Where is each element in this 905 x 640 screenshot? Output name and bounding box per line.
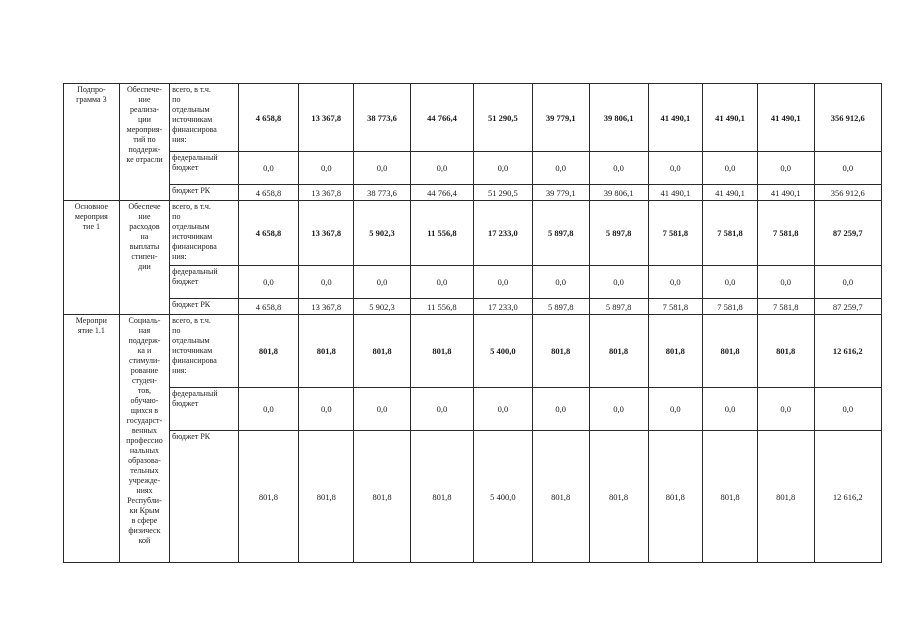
amount-cell: 801,8 xyxy=(410,431,473,563)
amount-cell: 0,0 xyxy=(238,266,299,299)
funding-source-label: бюджет РК xyxy=(170,185,238,201)
program-name-cell: Подпро- грамма 3 xyxy=(64,84,120,201)
amount-cell: 41 490,1 xyxy=(757,185,814,201)
amount-cell: 51 290,5 xyxy=(473,185,532,201)
amount-cell: 13 367,8 xyxy=(299,84,354,152)
amount-cell: 801,8 xyxy=(299,431,354,563)
amount-cell: 0,0 xyxy=(814,388,881,431)
amount-cell: 0,0 xyxy=(238,388,299,431)
amount-cell: 801,8 xyxy=(238,315,299,388)
amount-cell: 51 290,5 xyxy=(473,84,532,152)
amount-cell: 41 490,1 xyxy=(703,84,758,152)
amount-cell: 0,0 xyxy=(703,388,758,431)
amount-cell: 5 897,8 xyxy=(589,299,648,315)
amount-cell: 5 902,3 xyxy=(354,299,411,315)
funding-source-label: всего, в т.ч. по отдельным источникам финансирова ния: xyxy=(170,315,238,388)
program-name-cell: Меропри ятие 1.1 xyxy=(64,315,120,563)
amount-cell: 44 766,4 xyxy=(410,84,473,152)
funding-source-label: бюджет РК xyxy=(170,431,238,563)
amount-cell: 7 581,8 xyxy=(648,201,703,266)
amount-cell: 0,0 xyxy=(299,388,354,431)
amount-cell: 0,0 xyxy=(589,152,648,185)
funding-source-label: федеральный бюджет xyxy=(170,388,238,431)
amount-cell: 4 658,8 xyxy=(238,185,299,201)
amount-cell: 17 233,0 xyxy=(473,299,532,315)
amount-cell: 87 259,7 xyxy=(814,299,881,315)
amount-cell: 0,0 xyxy=(238,152,299,185)
amount-cell: 38 773,6 xyxy=(354,84,411,152)
funding-source-label: федеральный бюджет xyxy=(170,266,238,299)
table-body xyxy=(64,84,882,563)
amount-cell: 0,0 xyxy=(757,266,814,299)
amount-cell: 87 259,7 xyxy=(814,201,881,266)
amount-cell: 0,0 xyxy=(703,152,758,185)
amount-cell: 801,8 xyxy=(703,315,758,388)
amount-cell: 7 581,8 xyxy=(648,299,703,315)
amount-cell: 13 367,8 xyxy=(299,185,354,201)
amount-cell: 0,0 xyxy=(354,266,411,299)
table-row xyxy=(64,266,882,299)
amount-cell: 4 658,8 xyxy=(238,201,299,266)
amount-cell: 0,0 xyxy=(473,266,532,299)
amount-cell: 4 658,8 xyxy=(238,299,299,315)
amount-cell: 0,0 xyxy=(648,266,703,299)
amount-cell: 4 658,8 xyxy=(238,84,299,152)
table-row xyxy=(64,201,882,266)
funding-source-label: бюджет РК xyxy=(170,299,238,315)
budget-table xyxy=(63,83,882,563)
amount-cell: 5 897,8 xyxy=(589,201,648,266)
amount-cell: 11 556,8 xyxy=(410,299,473,315)
amount-cell: 11 556,8 xyxy=(410,201,473,266)
amount-cell: 0,0 xyxy=(532,266,589,299)
amount-cell: 41 490,1 xyxy=(648,84,703,152)
amount-cell: 39 806,1 xyxy=(589,185,648,201)
amount-cell: 801,8 xyxy=(532,315,589,388)
amount-cell: 38 773,6 xyxy=(354,185,411,201)
amount-cell: 41 490,1 xyxy=(757,84,814,152)
amount-cell: 0,0 xyxy=(648,152,703,185)
amount-cell: 0,0 xyxy=(814,266,881,299)
amount-cell: 0,0 xyxy=(589,266,648,299)
funding-source-label: федеральный бюджет xyxy=(170,152,238,185)
amount-cell: 0,0 xyxy=(410,388,473,431)
table-row xyxy=(64,185,882,201)
amount-cell: 801,8 xyxy=(589,431,648,563)
amount-cell: 7 581,8 xyxy=(703,299,758,315)
amount-cell: 356 912,6 xyxy=(814,84,881,152)
amount-cell: 41 490,1 xyxy=(703,185,758,201)
amount-cell: 7 581,8 xyxy=(757,299,814,315)
funding-source-label: всего, в т.ч. по отдельным источникам финансирова ния: xyxy=(170,201,238,266)
amount-cell: 7 581,8 xyxy=(757,201,814,266)
amount-cell: 0,0 xyxy=(299,266,354,299)
program-description-cell: Обеспече- ние реализа- ции мероприя- тий по поддерж- ке отрасли xyxy=(119,84,169,201)
amount-cell: 0,0 xyxy=(703,266,758,299)
amount-cell: 39 779,1 xyxy=(532,185,589,201)
amount-cell: 12 616,2 xyxy=(814,431,881,563)
table-row xyxy=(64,315,882,388)
amount-cell: 801,8 xyxy=(299,315,354,388)
amount-cell: 801,8 xyxy=(703,431,758,563)
amount-cell: 0,0 xyxy=(532,388,589,431)
table-row xyxy=(64,431,882,563)
table-row xyxy=(64,84,882,152)
amount-cell: 0,0 xyxy=(410,152,473,185)
funding-source-label: всего, в т.ч. по отдельным источникам финансирова ния: xyxy=(170,84,238,152)
amount-cell: 801,8 xyxy=(757,315,814,388)
program-name-cell: Основное мероприя тие 1 xyxy=(64,201,120,315)
amount-cell: 0,0 xyxy=(299,152,354,185)
amount-cell: 801,8 xyxy=(410,315,473,388)
amount-cell: 356 912,6 xyxy=(814,185,881,201)
amount-cell: 801,8 xyxy=(354,315,411,388)
amount-cell: 39 779,1 xyxy=(532,84,589,152)
amount-cell: 5 902,3 xyxy=(354,201,411,266)
amount-cell: 0,0 xyxy=(473,388,532,431)
amount-cell: 17 233,0 xyxy=(473,201,532,266)
amount-cell: 0,0 xyxy=(473,152,532,185)
amount-cell: 13 367,8 xyxy=(299,299,354,315)
amount-cell: 0,0 xyxy=(532,152,589,185)
amount-cell: 5 897,8 xyxy=(532,201,589,266)
amount-cell: 801,8 xyxy=(648,315,703,388)
amount-cell: 41 490,1 xyxy=(648,185,703,201)
amount-cell: 801,8 xyxy=(238,431,299,563)
amount-cell: 801,8 xyxy=(532,431,589,563)
amount-cell: 0,0 xyxy=(354,152,411,185)
amount-cell: 0,0 xyxy=(589,388,648,431)
amount-cell: 801,8 xyxy=(589,315,648,388)
amount-cell: 5 897,8 xyxy=(532,299,589,315)
program-description-cell: Обеспече ние расходов на выплаты стипен- дии xyxy=(119,201,169,315)
table-row xyxy=(64,299,882,315)
amount-cell: 12 616,2 xyxy=(814,315,881,388)
amount-cell: 5 400,0 xyxy=(473,431,532,563)
table-row xyxy=(64,388,882,431)
amount-cell: 0,0 xyxy=(814,152,881,185)
amount-cell: 7 581,8 xyxy=(703,201,758,266)
amount-cell: 0,0 xyxy=(757,388,814,431)
amount-cell: 39 806,1 xyxy=(589,84,648,152)
amount-cell: 44 766,4 xyxy=(410,185,473,201)
program-description-cell: Социаль- ная поддерж- ка и стимули- рование студен- тов, обучаю- щихся в государст- венных профессио нальных образова- тельных учрежде- ниях Республи- ки Крым в сфере физическ кой xyxy=(119,315,169,563)
amount-cell: 801,8 xyxy=(648,431,703,563)
amount-cell: 801,8 xyxy=(354,431,411,563)
amount-cell: 5 400,0 xyxy=(473,315,532,388)
amount-cell: 0,0 xyxy=(648,388,703,431)
amount-cell: 0,0 xyxy=(757,152,814,185)
table-row xyxy=(64,152,882,185)
amount-cell: 801,8 xyxy=(757,431,814,563)
amount-cell: 13 367,8 xyxy=(299,201,354,266)
amount-cell: 0,0 xyxy=(410,266,473,299)
amount-cell: 0,0 xyxy=(354,388,411,431)
